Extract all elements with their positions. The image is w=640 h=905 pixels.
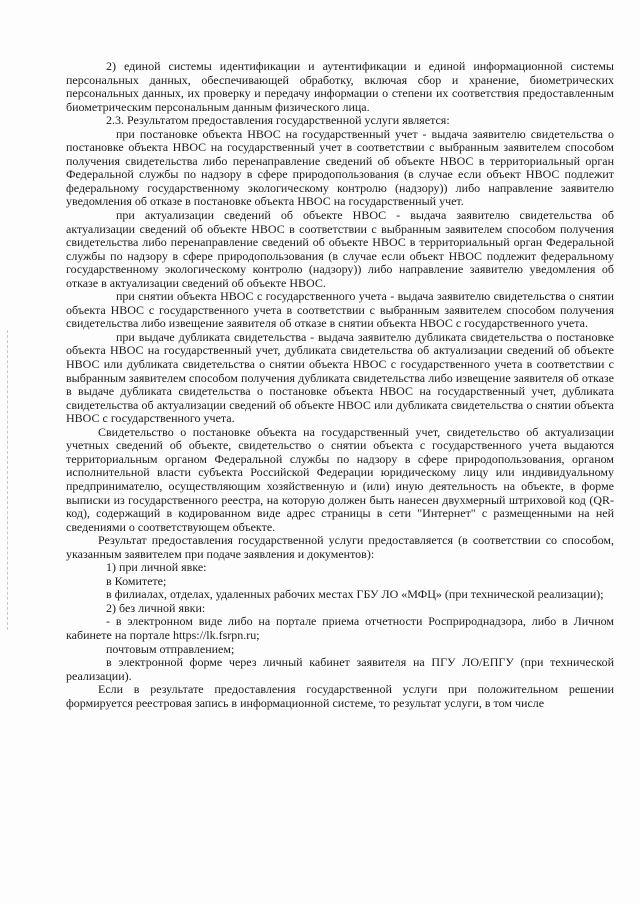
binding-margin-line	[7, 330, 9, 630]
paragraph-ident-systems: 2) единой системы идентификации и аутентификации и единой информационной системы персональных данных, обеспечивающей обработку, включая сбор и хранение, биометрических персональных данных, их проверку и передачу информации о степени их соответствия предоставленным биометрическим персональным данным физического лица.	[66, 59, 614, 114]
paragraph-delivery-method: Результат предоставления государственной услуги предоставляется (в соответствии со способом, указанным заявителем при подаче заявления и документов):	[66, 533, 614, 561]
list-item-in-person: 1) при личной явке:	[106, 560, 207, 575]
paragraph-duplicate: при выдаче дубликата свидетельства - выдача заявителю дубликата свидетельства о постановке объекта НВОС на государственный учет, дубликата свидетельства об актуализации сведений об объекте НВОС или дубликата свидетельства о снятии объекта НВОС с государственного учета в соответствии с выбранным заявителем способом получения дубликата свидетельства либо извещение заявителя об отказе в выдаче дубликата свидетельства о постановке объекта НВОС на государственный учет, дубликата свидетельства об актуализации сведений об объекте НВОС или дубликата свидетельства о снятии объекта НВОС с государственного учета.	[66, 329, 614, 426]
paragraph-registration: при постановке объекта НВОС на государственный учет - выдача заявителю свидетельства о постановке объекта НВОС на государственный учет в соответствии с выбранным заявителем способом получения свидетельства либо перенаправление сведений об объекте НВОС в территориальный орган Федеральной службы по надзору в сфере природопользования (в случае если объект НВОС подлежит федеральному государственному экологическому контролю (надзору)) либо направление заявителю уведомления об отказе в постановке объекта НВОС на государственный учет.	[66, 126, 614, 209]
paragraph-actualization: при актуализации сведений об объекте НВОС - выдача заявителю свидетельства об актуализации сведений об объекте НВОС в соответствии с выбранным заявителем способом получения свидетельства либо перенаправление сведений об объекте НВОС в территориальный орган Федеральной службы по надзору в сфере природопользования (в случае если объект НВОС подлежит федеральному государственному экологическому контролю (надзору)) либо направление заявителю уведомления об отказе в актуализации сведений об объекте НВОС.	[66, 208, 614, 290]
list-item-committee: в Комитете;	[106, 573, 167, 588]
list-item-personal-cabinet: в электронной форме через личный кабинет заявителя на ПГУ ЛО/ЕПГУ (при технической реализации).	[66, 655, 614, 683]
list-item-remote: 2) без личной явки:	[106, 600, 206, 615]
document-body	[66, 60, 614, 710]
list-item-post: почтовым отправлением;	[106, 641, 235, 656]
list-item-electronic-portal: - в электронном виде либо на портале приема отчетности Росприроднадзора, либо в Личном кабинете на портале https://lk.fsrpn.ru;	[66, 614, 614, 642]
paragraph-result-heading: 2.3. Результатом предоставления государственной услуги является:	[106, 113, 450, 128]
paragraph-registry-record: Если в результате предоставления государственной услуги при положительном решении формируется реестровая запись в информационной системе, то результат услуги, в том числе	[66, 682, 614, 710]
paragraph-certificate: Свидетельство о постановке объекта на государственный учет, свидетельство об актуализации учетных сведений об объекте, свидетельство о снятии объекта с государственного учета выдаются территориальным органом Федеральной службы по надзору в сфере природопользования, органом исполнительной власти субъекта Российской Федерации юридическому лицу или индивидуальному предпринимателю, осуществляющим хозяйственную и (или) иную деятельность на объекте, в форме выписки из государственного реестра, на которую должен быть нанесен двухмерный штриховой код (QR-код), содержащий в кодированном виде адрес страницы в сети "Интернет" с размещенными на ней сведениями о соответствующем объекте.	[66, 424, 614, 534]
paragraph-deregistration: при снятии объекта НВОС с государственного учета - выдача заявителю свидетельства о снятии объекта НВОС с государственного учета в соответствии с выбранным заявителем способом получения свидетельства либо извещение заявителя об отказе в снятии объекта НВОС с государственного учета.	[66, 289, 614, 331]
list-item-mfc: в филиалах, отделах, удаленных рабочих местах ГБУ ЛО «МФЦ» (при технической реализации);	[106, 587, 604, 602]
